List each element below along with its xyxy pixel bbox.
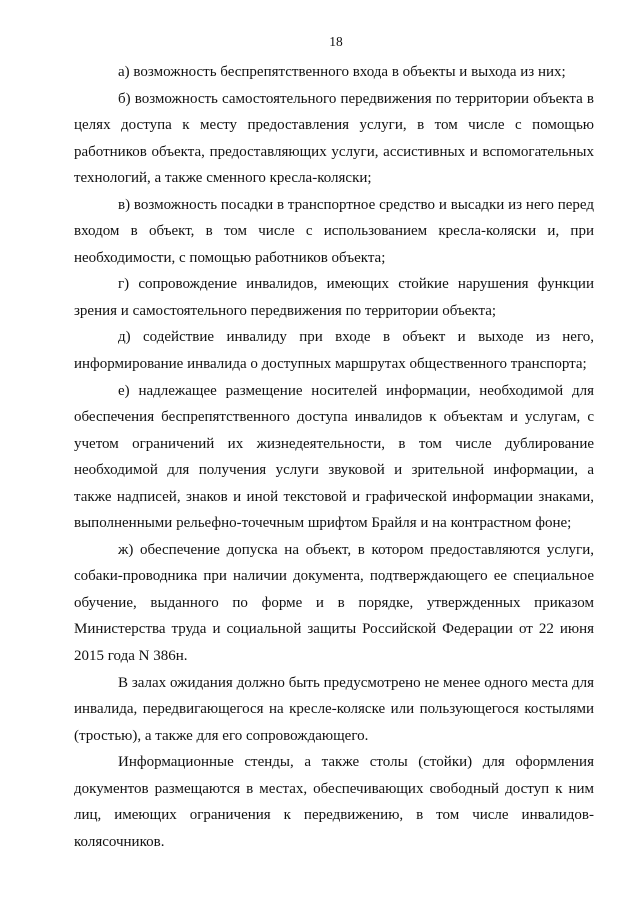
- paragraph-d: [74, 324, 594, 377]
- text-line: собаки-проводника при наличии документа, подтверждающего ее специальное: [74, 568, 594, 585]
- paragraph-info-stands: [74, 749, 594, 855]
- text-line: ж) обеспечение допуска на объект, в котором предоставляются услуги,: [118, 541, 594, 558]
- text-line: В залах ожидания должно быть предусмотрено не менее одного места для: [118, 674, 594, 691]
- text-line: Министерства труда и социальной защиты Российской Федерации от 22 июня: [74, 621, 594, 638]
- text-line: работников объекта, предоставляющих услуги, ассистивных и вспомогательных: [74, 143, 594, 160]
- text-line: информирование инвалида о доступных маршрутах общественного транспорта;: [74, 356, 587, 373]
- text-line: целях доступа к месту предоставления услуги, в том числе с помощью: [74, 117, 594, 134]
- text-line: колясочников.: [74, 833, 165, 850]
- paragraph-e: [74, 378, 594, 537]
- text-line: выполненными рельефно-точечным шрифтом Брайля и на контрастном фоне;: [74, 515, 572, 532]
- text-line: г) сопровождение инвалидов, имеющих стойкие нарушения функции: [118, 276, 594, 293]
- text-line: а) возможность беспрепятственного входа в объекты и выхода из них;: [118, 64, 566, 80]
- paragraph-waiting-halls: [74, 670, 594, 750]
- text-line: Информационные стенды, а также столы (стойки) для оформления: [118, 754, 594, 771]
- text-line: зрения и самостоятельного передвижения по территории объекта;: [74, 302, 497, 319]
- text-line: б) возможность самостоятельного передвижения по территории объекта в: [118, 90, 594, 107]
- document-body: [74, 59, 594, 855]
- text-line: необходимости, с помощью работников объекта;: [74, 249, 386, 266]
- text-line: е) надлежащее размещение носителей информации, необходимой для: [118, 382, 594, 399]
- text-line: также надписей, знаков и иной текстовой и графической информации знаками,: [74, 488, 594, 505]
- paragraph-v: [74, 192, 594, 272]
- text-line: обучение, выданного по форме и в порядке, утвержденных приказом: [74, 594, 594, 611]
- paragraph-g: [74, 271, 594, 324]
- text-line: обеспечения беспрепятственного доступа инвалидов к объектам и услугам, с: [74, 409, 594, 426]
- text-line: необходимой для получения услуги звуковой и зрительной информации, а: [74, 462, 594, 479]
- text-line: 2015 года N 386н.: [74, 648, 188, 665]
- paragraph-zh: [74, 537, 594, 670]
- text-line: учетом ограничений их жизнедеятельности, в том числе дублирование: [74, 435, 594, 452]
- text-line: инвалида, передвигающегося на кресле-коляске или пользующегося костылями: [74, 701, 594, 718]
- paragraph-a: [74, 59, 594, 86]
- page-number: 18: [329, 34, 343, 49]
- text-line: лиц, имеющих ограничения к передвижению, в том числе инвалидов-: [74, 807, 594, 824]
- text-line: (тростью), а также для его сопровождающего.: [74, 727, 369, 744]
- text-line: технологий, а также сменного кресла-коляски;: [74, 170, 372, 187]
- text-line: в) возможность посадки в транспортное средство и высадки из него перед: [118, 196, 594, 213]
- text-line: д) содействие инвалиду при входе в объект и выходе из него,: [118, 329, 594, 346]
- paragraph-b: [74, 86, 594, 192]
- text-line: входом в объект, в том числе с использованием кресла-коляски и, при: [74, 223, 594, 240]
- text-line: документов размещаются в местах, обеспечивающих свободный доступ к ним: [74, 780, 594, 797]
